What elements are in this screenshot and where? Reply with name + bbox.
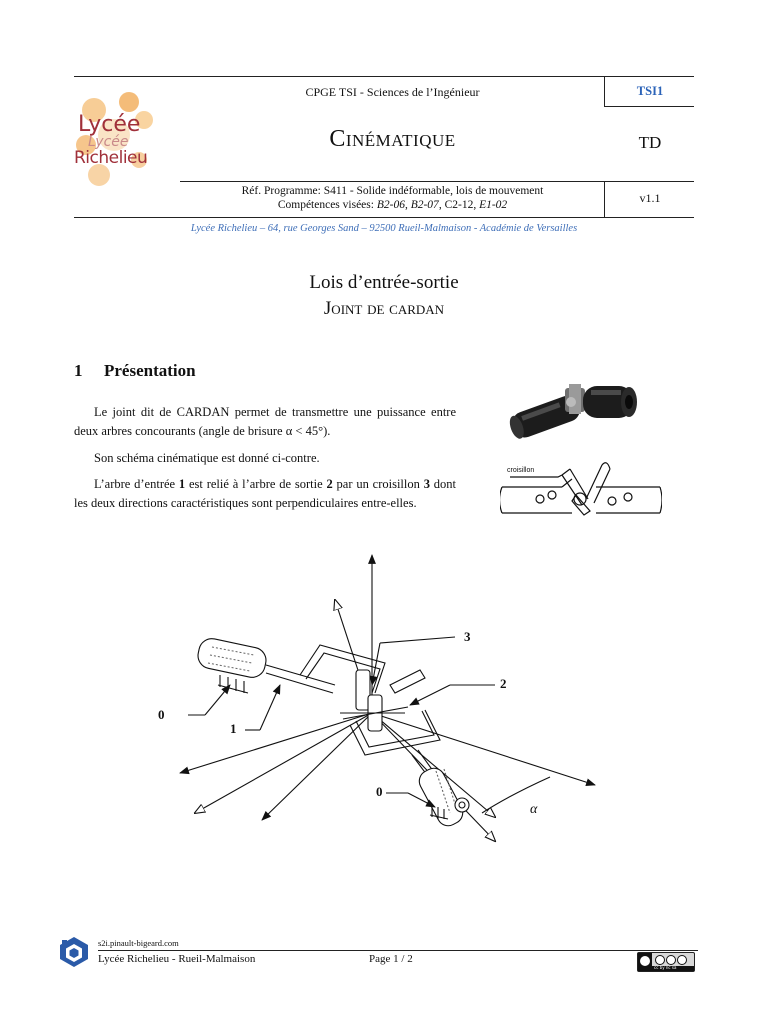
competence-2: B2-07 [410,199,439,211]
competence-4: E1-02 [479,199,508,211]
program-line: Réf. Programme: S411 - Solide indéformable, lois de mouvement [241,185,544,197]
logo-ghost-text: Lycée [88,134,129,150]
callout-2: 2 [500,676,507,691]
document-title: Lois d’entrée-sortie [309,272,459,293]
section-number: 1 [74,361,83,380]
chapter-title: Cinématique [329,126,456,152]
callout-0-left: 0 [158,707,165,722]
footer-page-number: Page 1 / 2 [369,953,413,965]
callout-1: 1 [230,721,237,736]
class-level: TSI1 [636,84,664,98]
logo-text-richelieu: Richelieu [74,148,148,168]
document-version: v1.1 [639,191,661,205]
school-address: Lycée Richelieu – 64, rue Georges Sand – 92500 Rueil-Malmaison - Académie de Versailles [190,223,578,234]
document-subtitle: Joint de cardan [323,298,445,319]
paragraph-description: L’arbre d’entrée 1 est relié à l’arbre de sortie 2 par un croisillon 3 dont les deux directions caractéristiques sont perpendiculaires entre-elles. [74,477,457,510]
cardan-joint-photo [505,372,645,450]
cardan-kinematic-sketch [500,455,662,525]
cc-license-icon[interactable] [637,952,695,972]
footer-school: Lycée Richelieu - Rueil-Malmaison [98,953,256,965]
sketch-label-croisillon: croisillon [507,467,535,474]
cc-license-text: cc by nc sa [654,965,677,970]
footer-website[interactable]: s2i.pinault-bigeard.com [98,938,179,948]
competences-label: Compétences visées: [277,199,377,211]
school-logo [74,90,164,190]
program-reference [180,184,605,212]
paragraph-schema: Son schéma cinématique est donné ci-contre. [94,451,320,465]
paragraph-intro: Le joint dit de CARDAN permet de transmettre une puissance entre deux arbres concourants (angle de brisure α < 45°). [74,405,456,438]
document-type: TD [638,133,662,152]
callout-3: 3 [464,629,471,644]
callout-0-bottom: 0 [376,784,383,799]
angle-alpha-label: α [530,802,538,817]
competence-1: B2-06 [376,199,405,211]
competences-line: Compétences visées: B2-06, B2-07, C2-12, E1-02 [277,199,508,211]
course-name: CPGE TSI - Sciences de l’Ingénieur [305,85,480,99]
site-logo-icon [58,936,90,968]
section-title: Présentation [104,361,196,380]
cardan-joint-diagram [150,545,600,850]
competence-3: C2-12 [444,199,474,211]
logo-text-lycee: Lycée [78,112,141,137]
